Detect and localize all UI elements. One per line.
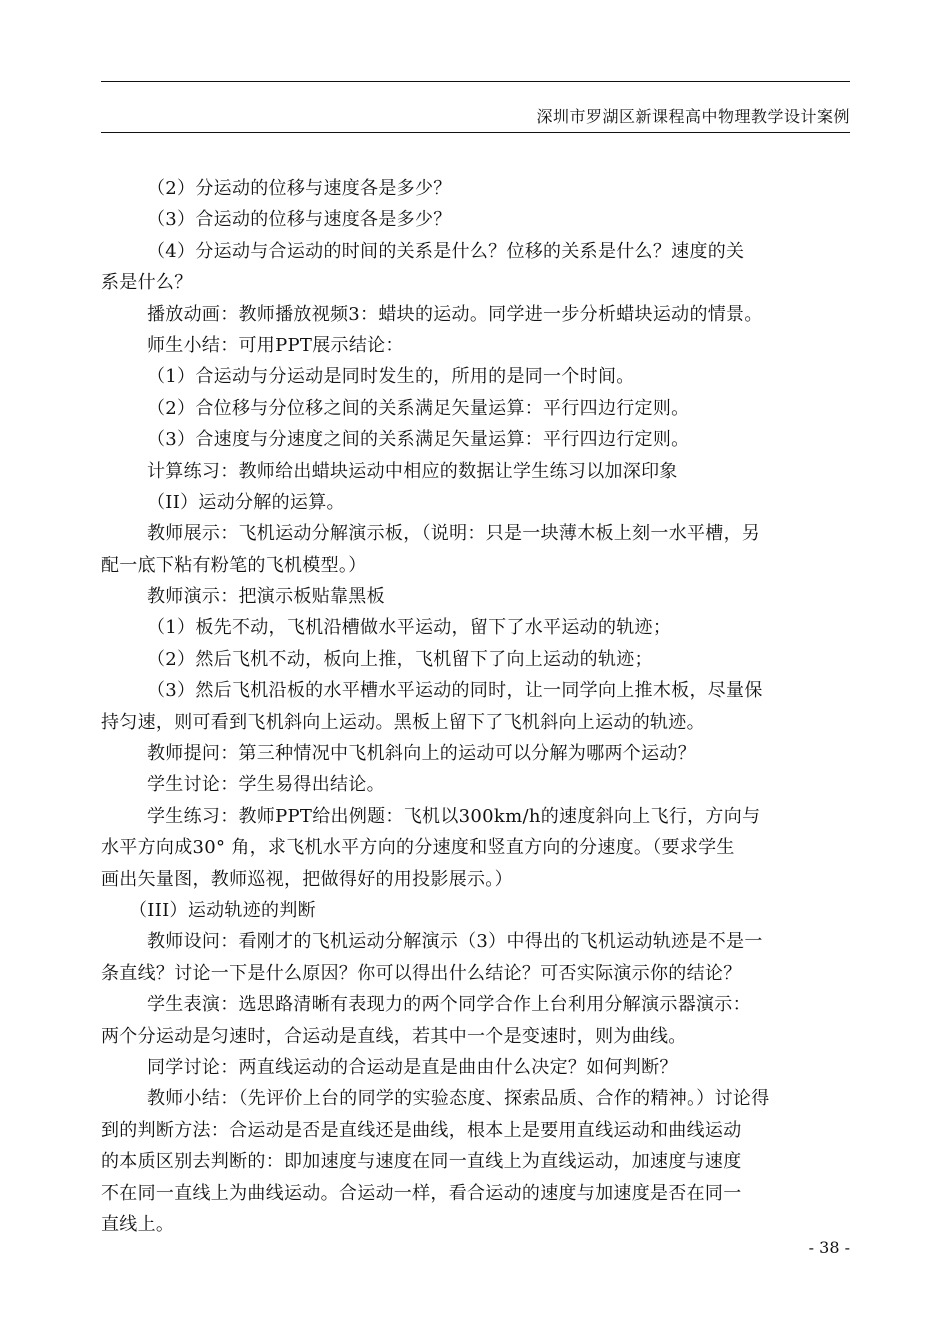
- text-line: 教师展示：飞机运动分解演示板，（说明：只是一块薄木板上刻一水平槽，另: [147, 523, 761, 545]
- text-line: 到的判断方法：合运动是否是直线还是曲线，根本上是要用直线运动和曲线运动: [101, 1119, 742, 1141]
- header-bottom-rule: [101, 132, 850, 133]
- text-line: 直线上。: [101, 1213, 175, 1235]
- header-top-rule: [101, 81, 850, 82]
- text-line: 系是什么？: [101, 272, 193, 294]
- text-line: 计算练习：教师给出蜡块运动中相应的数据让学生练习以加深印象: [147, 460, 678, 482]
- text-line: 不在同一直线上为曲线运动。合运动一样，看合运动的速度与加速度是否在同一: [101, 1182, 742, 1204]
- text-line: 教师提问：第三种情况中飞机斜向上的运动可以分解为哪两个运动？: [147, 743, 696, 765]
- text-line: 配一底下粘有粉笔的飞机模型。）: [101, 554, 367, 576]
- text-line: 学生练习：教师PPT给出例题：飞机以300km/h的速度斜向上飞行，方向与: [147, 805, 761, 827]
- text-line: 同学讨论：两直线运动的合运动是直是曲由什么决定？如何判断？: [147, 1056, 678, 1078]
- text-line: 两个分运动是匀速时，合运动是直线，若其中一个是变速时，则为曲线。: [101, 1025, 687, 1047]
- text-line: 持匀速，则可看到飞机斜向上运动。黑板上留下了飞机斜向上运动的轨迹。: [101, 711, 705, 733]
- text-line: 画出矢量图，教师巡视，把做得好的用投影展示。）: [101, 868, 513, 890]
- text-line: 的本质区别去判断的：即加速度与速度在同一直线上为直线运动，加速度与速度: [101, 1151, 742, 1173]
- text-line: （1）板先不动，飞机沿槽做水平运动，留下了水平运动的轨迹；: [147, 617, 672, 639]
- text-line: 学生讨论：学生易得出结论。: [147, 774, 385, 796]
- text-line: （3）然后飞机沿板的水平槽水平运动的同时，让一同学向上推木板，尽量保: [147, 680, 763, 702]
- text-line: （III）运动轨迹的判断: [129, 899, 316, 921]
- text-line: 教师小结：（先评价上台的同学的实验态度、探索品质、合作的精神。）讨论得: [147, 1088, 770, 1110]
- body-text: [101, 173, 850, 1240]
- text-line: （3）合运动的位移与速度各是多少？: [147, 209, 452, 231]
- text-line: 教师设问：看刚才的飞机运动分解演示（3）中得出的飞机运动轨迹是不是一: [147, 931, 763, 953]
- text-line: 教师演示：把演示板贴靠黑板: [147, 586, 385, 608]
- text-line: 播放动画：教师播放视频3：蜡块的运动。同学进一步分析蜡块运动的情景。: [147, 303, 763, 325]
- text-line: （2）然后飞机不动，板向上推，飞机留下了向上运动的轨迹；: [147, 648, 653, 670]
- page-number: - 38 -: [808, 1238, 850, 1257]
- text-line: （3）合速度与分速度之间的关系满足矢量运算：平行四边行定则。: [147, 429, 690, 451]
- text-line: （1）合运动与分运动是同时发生的，所用的是同一个时间。: [147, 366, 635, 388]
- text-line: 条直线？讨论一下是什么原因？你可以得出什么结论？可否实际演示你的结论？: [101, 962, 742, 984]
- text-line: 水平方向成30° 角，求飞机水平方向的分速度和竖直方向的分速度。（要求学生: [101, 837, 735, 859]
- text-line: 学生表演：选思路清晰有表现力的两个同学合作上台利用分解演示器演示：: [147, 994, 751, 1016]
- text-line: （2）合位移与分位移之间的关系满足矢量运算：平行四边行定则。: [147, 397, 690, 419]
- text-line: （2）分运动的位移与速度各是多少？: [147, 178, 452, 199]
- running-header: 深圳市罗湖区新课程高中物理教学设计案例: [536, 107, 850, 126]
- text-line: （II）运动分解的运算。: [147, 491, 345, 513]
- text-line: （4）分运动与合运动的时间的关系是什么？位移的关系是什么？速度的关: [147, 240, 745, 262]
- text-line: 师生小结：可用PPT展示结论：: [147, 334, 404, 356]
